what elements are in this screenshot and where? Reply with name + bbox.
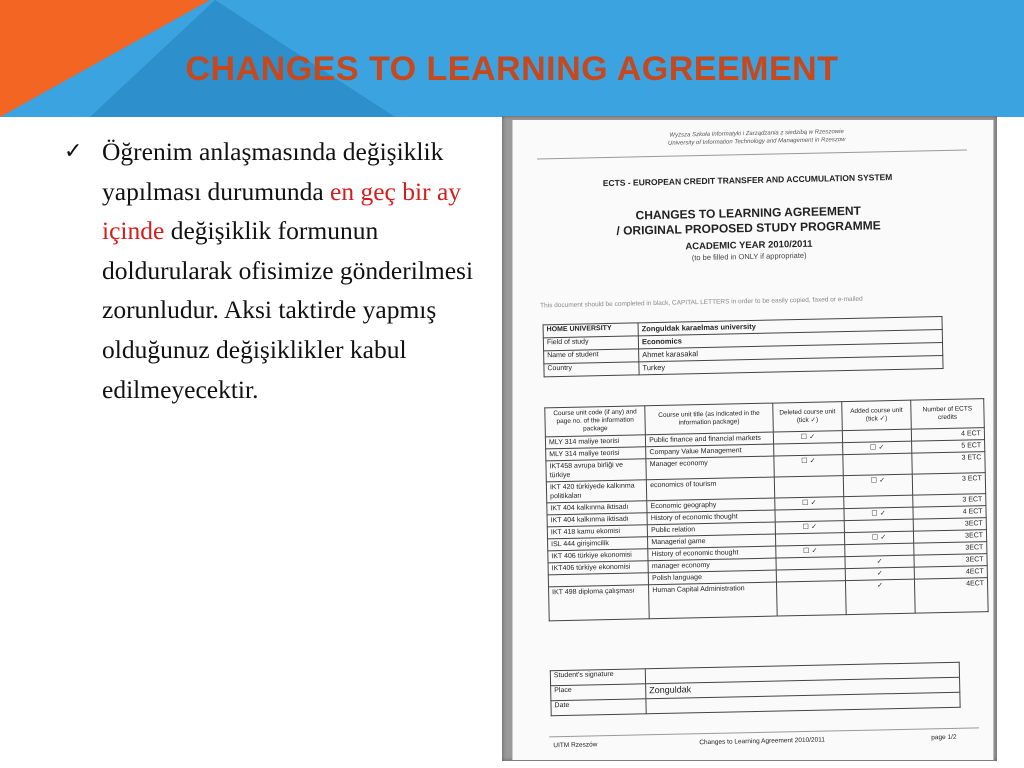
course-code: IKT 498 diploma çalışması <box>549 585 650 621</box>
ects-credits: 5 ECT <box>912 440 985 454</box>
course-code: IKT 404 kalkınma iktisadı <box>547 501 647 515</box>
ects-credits: 4ECT <box>914 578 988 614</box>
course-title: Company Value Management <box>646 444 774 459</box>
added-mark: ☐ ✓ <box>843 441 912 454</box>
fill-note: (to be filled in ONLY if appropriate) <box>691 250 807 263</box>
bullet-text-part1: Öğrenim anlaşmasında değişiklik yapılması durumunda <box>102 137 444 206</box>
header-deleted: Deleted course unit (tick ✓) <box>773 402 843 432</box>
signature-label: Student's signature <box>550 669 645 686</box>
ects-credits: 3ECT <box>913 518 986 532</box>
checkmark-icon: ✓ <box>64 139 83 164</box>
ects-credits: 4 ECT <box>913 506 986 520</box>
ects-credits: 3ECT <box>914 554 987 568</box>
added-mark: ☐ ✓ <box>844 531 913 544</box>
document-content <box>512 120 994 760</box>
added-mark: ☐ ✓ <box>843 474 912 496</box>
student-value: Ahmet karasakal <box>639 343 943 362</box>
student-label: Name of student <box>544 349 639 364</box>
course-code: IKT458 avrupa birliği ve türkiye <box>546 459 647 482</box>
course-title: Human Capital Administration <box>649 582 777 619</box>
university-header <box>627 127 887 148</box>
divider <box>537 149 967 159</box>
slide-title: CHANGES TO LEARNING AGREEMENT <box>185 50 839 88</box>
ects-credits: 4ECT <box>914 566 987 580</box>
deleted-mark <box>776 581 846 616</box>
ects-credits: 3 ECT <box>912 473 985 496</box>
course-title: History of economic thought <box>647 510 775 525</box>
ects-credits: 4 ECT <box>911 428 984 442</box>
course-title: Managerial game <box>648 534 776 549</box>
system-name: ECTS - EUROPEAN CREDIT TRANSFER AND ACCUMULATION SYSTEM <box>602 172 893 189</box>
scanned-document <box>512 120 994 760</box>
course-code: IKT 418 kamu ekomisi <box>547 525 647 539</box>
footer-divider <box>549 727 979 737</box>
country-value: Turkey <box>639 356 943 375</box>
student-info-table <box>543 316 944 377</box>
slide-header <box>0 0 1024 117</box>
course-title: manager economy <box>648 558 776 573</box>
country-label: Country <box>544 362 639 377</box>
date-label: Date <box>551 699 646 716</box>
bullet-text-part2: değişiklik formunun doldurularak ofisimize gönderilmesi zorunludur. Aksi taktirde yapmış olduğunuz değişiklikler kabul edilmeyecektir. <box>102 216 474 404</box>
place-label: Place <box>551 684 646 701</box>
footer-left: UITM Rzeszów <box>553 741 598 750</box>
document-title <box>568 202 929 240</box>
instruction-note: This document should be completed in black, CAPITAL LETTERS in order to be easily copied, faxed or e-mailed <box>540 295 863 310</box>
home-university-label: HOME UNIVERSITY <box>543 323 638 338</box>
university-line-1: Wyższa Szkoła Informatyki i Zarządzania z siedzibą w Rzeszowie <box>669 129 844 139</box>
course-code: IKT406 türkiye ekonomisi <box>548 561 648 575</box>
place-value: Zonguldak <box>646 677 960 699</box>
course-table-body <box>545 428 988 621</box>
footer-center: Changes to Learning Agreement 2010/2011 <box>699 736 826 747</box>
added-mark: ✓ <box>845 567 914 580</box>
home-university-value: Zonguldak karaelmas university <box>638 317 942 336</box>
header-credits: Number of ECTS credits <box>911 399 985 430</box>
course-code: ISL 444 girişimcilik <box>548 537 648 551</box>
ects-credits: 3ECT <box>914 542 987 556</box>
course-code: MLY 314 maliye teorisi <box>546 447 646 461</box>
course-title: Manager economy <box>646 456 774 480</box>
ects-credits: 3 ETC <box>912 452 985 475</box>
course-code: IKT 404 kalkınma iktisadı <box>547 513 647 527</box>
document-title-line-2: / ORIGINAL PROPOSED STUDY PROGRAMME <box>616 218 881 238</box>
course-code: IKT 406 türkiye ekonomisi <box>548 549 648 563</box>
field-label: Field of study <box>543 336 638 351</box>
added-mark: ☐ ✓ <box>844 507 913 520</box>
course-table <box>544 398 988 621</box>
added-mark: ✓ <box>845 579 915 614</box>
deleted-mark: ☐ ✓ <box>773 431 842 444</box>
course-title: Public finance and financial markets <box>646 432 774 447</box>
deleted-mark: ☐ ✓ <box>775 497 844 510</box>
header-added: Added course unit (tick ✓) <box>842 400 912 430</box>
deleted-mark: ☐ ✓ <box>774 455 844 477</box>
course-title: History of economic thought <box>648 546 776 561</box>
footer-right: page 1/2 <box>931 733 957 742</box>
course-title: Public relation <box>648 522 776 537</box>
course-title: Polish language <box>649 570 777 585</box>
bullet-item <box>64 132 484 409</box>
academic-year: ACADEMIC YEAR 2010/2011 <box>685 238 813 253</box>
bullet-highlight: en geç bir ay içinde <box>102 176 462 246</box>
course-title: economics of tourism <box>647 477 775 501</box>
field-value: Economics <box>638 330 942 349</box>
course-code: IKT 420 türkiyede kalkınma politikaları <box>546 480 647 503</box>
header-title: Course unit title (as indicated in the information package) <box>645 403 773 435</box>
added-mark: ✓ <box>845 555 914 568</box>
document-title-line-1: CHANGES TO LEARNING AGREEMENT <box>635 203 862 223</box>
course-code: MLY 314 maliye teorisi <box>545 435 645 449</box>
ects-credits: 3 ECT <box>913 494 986 508</box>
ects-credits: 3ECT <box>913 530 986 544</box>
deleted-mark: ☐ ✓ <box>776 545 845 558</box>
course-title: Economic geography <box>647 498 775 513</box>
university-line-2: University of Information Technology and Management in Rzeszow <box>667 136 846 147</box>
header-code: Course unit code (if any) and page no. of the information package <box>545 406 646 437</box>
bullet-text <box>102 132 484 409</box>
added-mark <box>843 453 912 475</box>
deleted-mark: ☐ ✓ <box>775 521 844 534</box>
deleted-mark <box>774 476 844 498</box>
signature-table <box>550 662 961 717</box>
